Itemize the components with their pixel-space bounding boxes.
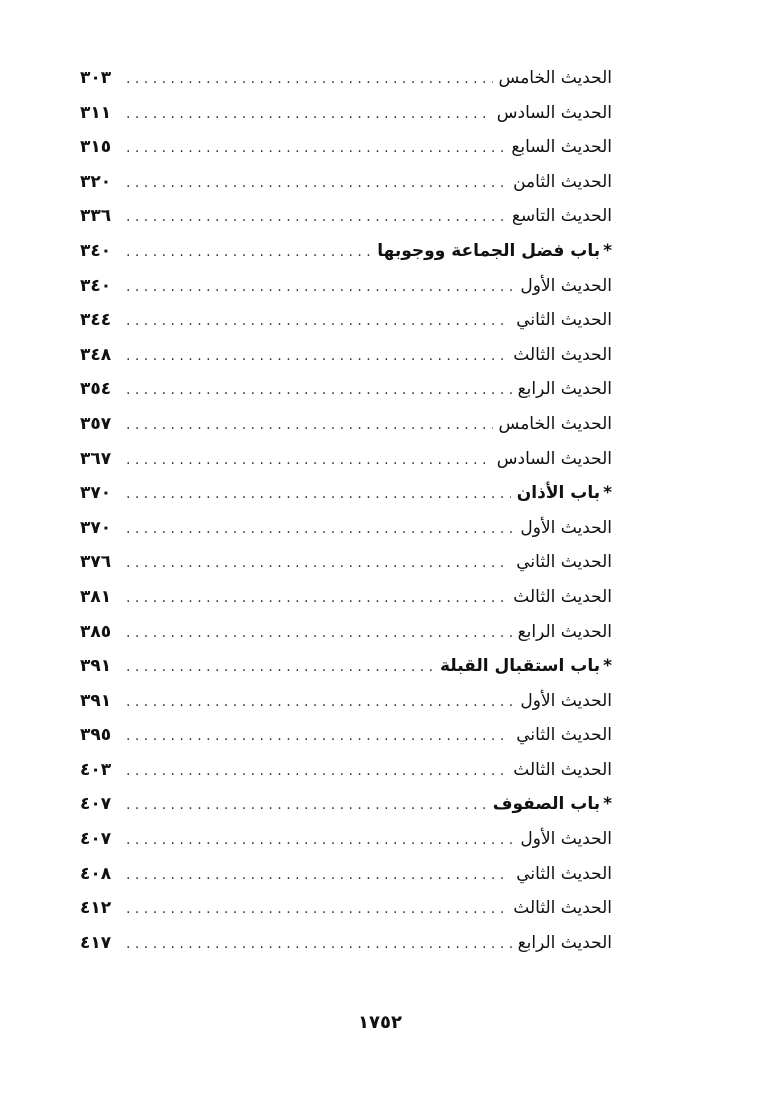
toc-entry-row	[80, 933, 612, 968]
toc-entry-row	[80, 829, 612, 864]
entry-page-number: ٣٩٥	[80, 725, 112, 746]
toc-entry-row	[80, 449, 612, 484]
entry-title-text: الحديث الأول	[520, 275, 612, 296]
entry-title-text: الحديث الثاني	[516, 552, 612, 573]
entry-title-text: الحديث الرابع	[517, 932, 612, 953]
toc-entry-row	[80, 379, 612, 414]
entry-title-text: الحديث الثاني	[516, 310, 612, 331]
toc-entry-row	[80, 137, 612, 172]
entry-page-number: ٣٣٦	[80, 206, 112, 227]
toc-entry-row	[80, 172, 612, 207]
toc-entry-row	[80, 310, 612, 345]
entry-page-number: ٣٢٠	[80, 171, 112, 192]
chapter-marker-icon: *	[603, 483, 612, 504]
entry-page-number: ٣٨٥	[80, 621, 112, 642]
entry-page-number: ٤١٢	[80, 898, 112, 919]
entry-title	[493, 414, 612, 434]
entry-page-number: ٣٧٦	[80, 552, 112, 573]
toc-entry-row	[80, 345, 612, 380]
entry-page-number: ٣٤٨	[80, 344, 112, 365]
dot-leader	[126, 901, 507, 917]
entry-title	[514, 829, 612, 849]
entry-title	[507, 898, 612, 918]
entry-title	[491, 103, 612, 123]
dot-leader	[126, 382, 512, 398]
dot-leader	[126, 175, 507, 191]
entry-page-number: ٣٤٠	[80, 240, 112, 261]
dot-leader	[126, 728, 510, 744]
entry-page-number: ٣٤٠	[80, 275, 112, 296]
entry-title	[507, 760, 612, 780]
dot-leader	[126, 452, 491, 468]
entry-title	[510, 552, 612, 572]
entry-title-text: الحديث الثاني	[516, 725, 612, 746]
entry-title	[507, 345, 612, 365]
entry-page-number: ٣٨١	[80, 586, 112, 607]
toc-entry-row	[80, 518, 612, 553]
chapter-title	[371, 241, 612, 261]
dot-leader	[126, 348, 507, 364]
dot-leader	[126, 625, 512, 641]
toc-entry-row	[80, 622, 612, 657]
entry-title-text: باب فضل الجماعة ووجوبها	[377, 240, 601, 261]
dot-leader	[126, 659, 434, 675]
entry-page-number: ٤٠٧	[80, 794, 112, 815]
entry-title-text: الحديث السادس	[496, 448, 612, 469]
toc-entry-row	[80, 587, 612, 622]
dot-leader	[126, 694, 514, 710]
toc-entry-row	[80, 760, 612, 795]
chapter-marker-icon: *	[603, 794, 612, 815]
dot-leader	[126, 797, 487, 813]
entry-page-number: ٣٥٧	[80, 413, 112, 434]
entry-page-number: ٣١٥	[80, 137, 112, 158]
entry-title-text: الحديث الأول	[520, 517, 612, 538]
entry-title	[510, 725, 612, 745]
dot-leader	[126, 763, 507, 779]
entry-title	[514, 691, 612, 711]
entry-title-text: الحديث الثالث	[513, 586, 612, 607]
entry-title-text: الحديث الخامس	[498, 68, 612, 88]
entry-page-number: ٤١٧	[80, 932, 112, 953]
table-of-contents	[80, 68, 612, 967]
entry-title	[514, 518, 612, 538]
toc-entry-row	[80, 691, 612, 726]
dot-leader	[126, 590, 507, 606]
entry-page-number: ٣٥٤	[80, 379, 112, 400]
toc-entry-row	[80, 68, 612, 103]
entry-title	[491, 449, 612, 469]
entry-page-number: ٣١١	[80, 102, 112, 123]
dot-leader	[126, 279, 514, 295]
entry-title-text: الحديث التاسع	[511, 206, 612, 227]
chapter-title	[511, 483, 612, 503]
entry-title-text: باب الأذان	[516, 483, 601, 504]
dot-leader	[126, 521, 514, 537]
entry-page-number: ٣٠٣	[80, 68, 112, 88]
entry-title	[493, 68, 612, 88]
entry-page-number: ٤٠٣	[80, 759, 112, 780]
entry-title	[506, 206, 612, 226]
entry-page-number: ٣٩١	[80, 656, 112, 677]
dot-leader	[126, 244, 371, 260]
entry-title-text: الحديث السابع	[511, 137, 612, 158]
entry-title-text: الحديث الثالث	[513, 759, 612, 780]
toc-entry-row	[80, 276, 612, 311]
toc-chapter-row	[80, 483, 612, 518]
entry-title-text: باب الصفوف	[492, 794, 601, 815]
toc-chapter-row	[80, 656, 612, 691]
toc-entry-row	[80, 725, 612, 760]
toc-entry-row	[80, 414, 612, 449]
toc-chapter-row	[80, 794, 612, 829]
chapter-marker-icon: *	[603, 656, 612, 677]
entry-title	[510, 864, 612, 884]
chapter-title	[434, 656, 612, 676]
entry-page-number: ٣٩١	[80, 690, 112, 711]
entry-title	[512, 933, 612, 953]
entry-title-text: باب استقبال القبلة	[439, 656, 601, 677]
entry-title-text: الحديث الرابع	[517, 621, 612, 642]
entry-title	[510, 310, 612, 330]
entry-title	[507, 172, 612, 192]
dot-leader	[126, 936, 512, 952]
entry-page-number: ٤٠٧	[80, 829, 112, 850]
toc-entry-row	[80, 864, 612, 899]
dot-leader	[126, 417, 493, 433]
dot-leader	[126, 486, 511, 502]
page-number: ١٧٥٢	[358, 1012, 402, 1033]
entry-title	[507, 587, 612, 607]
entry-page-number: ٣٦٧	[80, 448, 112, 469]
entry-title	[512, 379, 612, 399]
entry-title-text: الحديث الثاني	[516, 863, 612, 884]
dot-leader	[126, 555, 510, 571]
dot-leader	[126, 832, 514, 848]
entry-title-text: الحديث الأول	[520, 829, 612, 850]
entry-page-number: ٣٤٤	[80, 310, 112, 331]
chapter-marker-icon: *	[603, 240, 612, 261]
entry-title-text: الحديث السادس	[496, 102, 612, 123]
entry-title-text: الحديث الثالث	[513, 344, 612, 365]
dot-leader	[126, 140, 505, 156]
entry-page-number: ٣٧٠	[80, 483, 112, 504]
entry-title-text: الحديث الأول	[520, 690, 612, 711]
entry-title	[514, 276, 612, 296]
dot-leader	[126, 313, 510, 329]
toc-entry-row	[80, 103, 612, 138]
dot-leader	[126, 106, 491, 122]
chapter-title	[487, 794, 612, 814]
toc-entry-row	[80, 552, 612, 587]
toc-entry-row	[80, 206, 612, 241]
dot-leader	[126, 209, 506, 225]
entry-page-number: ٤٠٨	[80, 863, 112, 884]
entry-title-text: الحديث الرابع	[517, 379, 612, 400]
dot-leader	[126, 71, 493, 87]
entry-title	[505, 137, 612, 157]
toc-chapter-row	[80, 241, 612, 276]
dot-leader	[126, 867, 510, 883]
entry-title-text: الحديث الثامن	[513, 171, 612, 192]
entry-title-text: الحديث الثالث	[513, 898, 612, 919]
entry-title-text: الحديث الخامس	[498, 413, 612, 434]
toc-entry-row	[80, 898, 612, 933]
entry-page-number: ٣٧٠	[80, 517, 112, 538]
entry-title	[512, 622, 612, 642]
